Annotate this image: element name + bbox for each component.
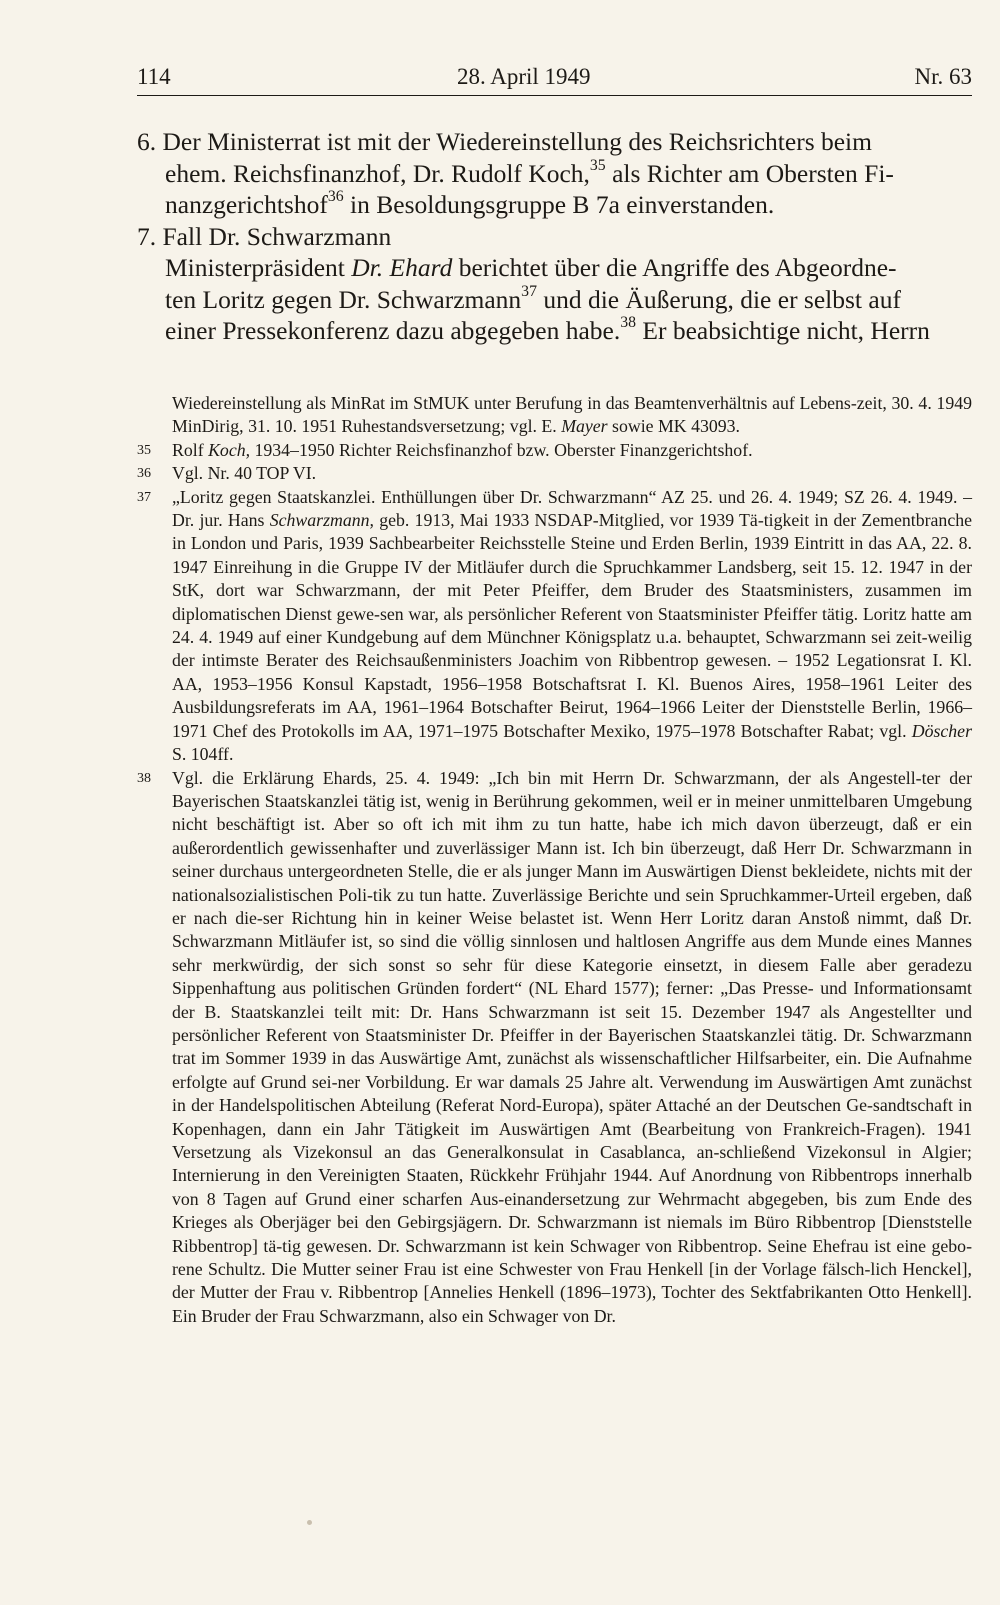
footnote-ref-36[interactable]: 36 bbox=[327, 188, 344, 206]
header-date: 28. April 1949 bbox=[457, 64, 591, 89]
agenda-item-7-heading: 7. Fall Dr. Schwarzmann bbox=[137, 221, 392, 251]
footnotes bbox=[137, 392, 972, 1328]
footnote-37: 37 „Loritz gegen Staatskanzlei. Enthüllungen über Dr. Schwarzmann“ AZ 25. und 26. 4. 1949; SZ 26. 4. 1949. – Dr. jur. Hans Schwarzmann, geb. 1913, Mai 1933 NSDAP-Mitglied, vor 1939 Tä-tigkeit in der Zementbranche in London und Paris, 1939 Sachbearbeiter Reichsstelle Steine und Erden Berlin, 1939 Eintritt in das AA, 22. 8. 1947 Einreihung in die Gruppe IV der Mitläufer durch die Spruchkammer Landsberg, seit 15. 12. 1947 in der StK, dort war Schwarzmann, der mit Peter Pfeiffer, dem Bruder des Staatsministers, zusammen im diplomatischen Dienst gewe-sen war, als persönlicher Referent von Staatsminister Pfeiffer tätig. Loritz hatte am 24. 4. 1949 auf einer Kundgebung auf dem Münchner Königsplatz u.a. behauptet, Schwarzmann sei zeit-weilig der intimste Berater des Reichsaußenministers Joachim von Ribbentrop gewesen. – 1952 Legationsrat I. Kl. AA, 1953–1956 Konsul Kapstadt, 1956–1958 Botschaftsrat I. Kl. Buenos Aires, 1958–1961 Leiter des Ausbildungsreferats im AA, 1961–1964 Botschafter Beirut, 1964–1966 Leiter der Dienststelle Berlin, 1966–1971 Chef des Protokolls im AA, 1971–1975 Botschafter Mexiko, 1975–1978 Botschafter Rabat; vgl. Döscher S. 104ff. bbox=[137, 486, 973, 765]
agenda-item-7: 7. Fall Dr. Schwarzmann Ministerpräsident Dr. Ehard berichtet über die Angriffe des Abgeordne- ten Loritz gegen Dr. Schwarzmann$^{37}$ und die Äußerung, die er selbst auf einer Pressekonferenz dazu abgegeben habe.$^{38}$ Er beabsichtige nicht, Herrn bbox=[137, 221, 930, 345]
paper-speck bbox=[307, 1520, 312, 1525]
footnote-38: 38 Vgl. die Erklärung Ehards, 25. 4. 1949: „Ich bin mit Herrn Dr. Schwarzmann, der als Angestell-ter der Bayerischen Staatskanzlei tätig ist, wenig in Berührung gekommen, weil er in meiner unmittelbaren Umgebung nicht beschäftigt ist. Aber so oft ich mit ihm zu tun hatte, habe ich mich davon überzeugt, daß er ein außerordentlich gewissenhafter und zuverlässiger Mann ist. Ich bin überzeugt, daß Herr Dr. Schwarzmann in seiner durchaus untergeordneten Stelle, die er als junger Mann im Auswärtigen Dienst bekleidete, nichts mit der nationalsozialistischen Poli-tik zu tun hatte. Zuverlässige Berichte und sein Spruchkammer-Urteil ergeben, daß er nach die-ser Richtung hin in keiner Weise belastet ist. Wenn Herr Loritz daran Anstoß nimmt, daß Dr. Schwarzmann Mitläufer ist, so sind die völlig sinnlosen und haltlosen Angriffe aus dem Munde eines Mannes sehr merkwürdig, der sich sonst so sehr für diese Kategorie einsetzt, in diesem Falle aber geradezu Sippenhaftung aus politischen Gründen fordert“ (NL Ehard 1577); ferner: „Das Presse- und Informationsamt der B. Staatskanzlei teilt mit: Dr. Hans Schwarzmann ist seit 15. Dezember 1947 als Angestellter und persönlicher Referent von Staatsminister Dr. Pfeiffer in der Bayerischen Staatskanzlei tätig. Dr. Schwarzmann trat im Sommer 1939 in das Auswärtige Amt, zunächst als wissenschaftlicher Hilfsarbeiter, ein. Die Aufnahme erfolgte auf Grund sei-ner Vorbildung. Er war damals 25 Jahre alt. Verwendung im Auswärtigen Amt zunächst in der Handelspolitischen Abteilung (Referat Nord-Europa), später Attaché an der Deutschen Ge-sandtschaft in Kopenhagen, dann ein Jahr Tätigkeit im Auswärtigen Amt (Bearbeitung von Frankreich-Fragen). 1941 Versetzung als Vizekonsul an das Generalkonsulat in Casablanca, an-schließend Vizekonsul in Algier; Internierung in den Vereinigten Staaten, Rückkehr Frühjahr 1944. Auf Anordnung von Ribbentrops innerhalb von 8 Tagen auf Grund einer scharfen Aus-einandersetzung zur Wehrmacht abgegeben, bis zum Ende des Krieges als Oberjäger bei den Gebirgsjägern. Dr. Schwarzmann ist niemals im Büro Ribbentrop [Dienststelle Ribbentrop] tä-tig gewesen. Dr. Schwarzmann ist kein Schwager von Ribbentrop. Seine Ehefrau ist eine gebo-rene Schultz. Die Mutter seiner Frau ist eine Schwester von Frau Henkell [in der Vorlage fälsch-lich Henckel], der Mutter der Frau v. Ribbentrop [Annelies Henkell (1896–1973), Tochter des Sektfabrikanten Otto Henkell]. Ein Bruder der Frau Schwarzmann, also ein Schwager von Dr. bbox=[137, 767, 972, 1326]
footnote-35: 35 Rolf Koch, 1934–1950 Richter Reichsfinanzhof bzw. Oberster Finanzgerichtshof. bbox=[137, 439, 972, 462]
page-header bbox=[137, 60, 972, 96]
footnote-number: 36 bbox=[137, 466, 151, 482]
main-text bbox=[137, 126, 972, 347]
page-number: 114 bbox=[137, 64, 171, 89]
footnote-number: 37 bbox=[137, 489, 151, 505]
footnote-number: 35 bbox=[137, 442, 151, 458]
footnote-ref-35[interactable]: 35 bbox=[589, 156, 606, 174]
agenda-item-6: 6. Der Ministerrat ist mit der Wiedereinstellung des Reichsrichters beim ehem. Reichsfinanzhof, Dr. Rudolf Koch,$^{35}$ als Richter am Obersten Fi- nanzgerichtshof$^{36}$ in Besoldungsgruppe B 7a einverstanden. bbox=[137, 127, 894, 219]
footnote-number: 38 bbox=[137, 770, 151, 786]
header-rule bbox=[137, 95, 972, 96]
footnote-ref-37[interactable]: 37 bbox=[521, 282, 537, 300]
footnote-continuation: Wiedereinstellung als MinRat im StMUK unter Berufung in das Beamtenverhältnis auf Lebens-zeit, 30. 4. 1949 MinDirig, 31. 10. 1951 Ruhestandsversetzung; vgl. E. Mayer sowie MK 43093. bbox=[172, 393, 972, 437]
document-number: Nr. 63 bbox=[914, 64, 972, 89]
footnote-ref-38[interactable]: 38 bbox=[620, 314, 637, 332]
footnote-36: 36 Vgl. Nr. 40 TOP VI. bbox=[137, 462, 972, 485]
